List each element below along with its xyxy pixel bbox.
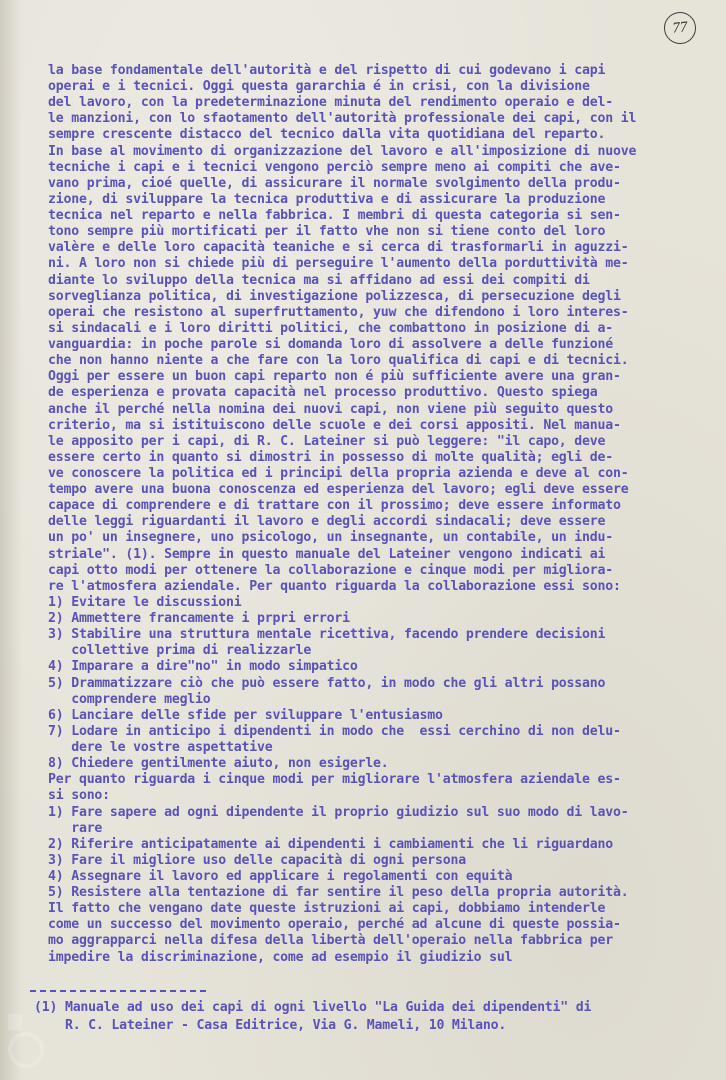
text-line: striale". (1). Sempre in questo manuale del Lateiner vengono indicati ai <box>48 546 606 562</box>
text-line: sempre crescente distacco del tecnico dalla vita quotidiana del reparto. <box>48 127 606 143</box>
text-line: anche il perché nella nomina dei nuovi capi, non viene più seguito questo <box>48 401 613 417</box>
text-line: criterio, ma si istituiscono delle scuole e dei corsi appositi. Nel manua- <box>48 417 621 433</box>
text-line: 4) Imparare a dire"no" in modo simpatico <box>48 659 358 675</box>
text-line: ve conoscere la politica ed i principi della propria azienda e deve al con- <box>48 466 629 481</box>
text-line: capi otto modi per ottenere la collaborazione e cinque modi per migliora- <box>48 562 613 578</box>
page-shadow <box>0 0 22 1080</box>
text-line: un po' un insegnere, uno psicologo, un insegnante, un contabile, un indu- <box>48 530 613 546</box>
text-line: del lavoro, con la predeterminazione minuta del rendimento operaio e del- <box>48 95 613 111</box>
text-line: vano prima, cioé quelle, di assicurare il normale svolgimento della produ- <box>48 175 621 191</box>
text-line: si sono: <box>48 788 110 804</box>
text-line: 2) Riferire anticipatamente ai dipendenti i cambiamenti che li riguardano <box>48 836 613 852</box>
text-line: dere le vostre aspettative <box>48 740 273 756</box>
text-line: 1) Evitare le discussioni <box>48 594 242 610</box>
text-line: delle leggi riguardanti il lavoro e degli accordi sindacali; deve essere <box>48 514 606 530</box>
text-line: In base al movimento di organizzazione del lavoro e all'imposizione di nuove <box>48 143 637 159</box>
text-line: zione, di sviluppare la tecnica produttiva e di assicurare la produzione <box>48 191 606 207</box>
text-line: impedire la discriminazione, come ad esempio il giudizio sul <box>48 949 513 965</box>
text-line: le apposito per i capi, di R. C. Lateiner si può leggere: "il capo, deve <box>48 433 606 449</box>
text-line: essere certo in quanto si dimostri in possesso di molte qualità; egli de- <box>48 449 613 465</box>
text-line: le manzioni, con lo sfaotamento dell'autorità professionale dei capi, con il <box>48 111 637 127</box>
footnote-separator <box>30 990 206 992</box>
text-line: 3) Fare il migliore uso delle capacità di ogni persona <box>48 852 466 868</box>
text-line: valère e delle loro capacità teaniche e si cerca di trasformarli in aguzzi- <box>48 240 629 256</box>
text-line: 7) Lodare in anticipo i dipendenti in modo che essi cerchino di non delu- <box>48 723 621 739</box>
text-line: mo aggrapparci nella difesa della libertà dell'operaio nella fabbrica per <box>48 933 613 949</box>
page-number: 77 <box>662 10 697 45</box>
text-line: come un successo del movimento operaio, perché ad alcune di queste possia- <box>48 917 621 933</box>
text-line: la base fondamentale dell'autorità e del rispetto di cui godevano i capi <box>48 63 606 78</box>
text-line: Per quanto riguarda i cinque modi per migliorare l'atmosfera aziendale es- <box>48 772 621 788</box>
text-line: collettive prima di realizzarle <box>48 643 312 659</box>
text-line: tecniche i capi e i tecnici vengono perciò sempre meno ai compiti che ave- <box>48 159 621 175</box>
text-line: 8) Chiedere gentilmente aiuto, non esigerle. <box>48 756 389 772</box>
text-line: capace di comprendere e di trattare con il prossimo; deve essere informato <box>48 498 621 514</box>
text-line: comprendere meglio <box>48 691 211 707</box>
text-line: diante lo sviluppo della tecnica ma si affidano ad essi dei compiti di <box>48 272 590 288</box>
text-line: sorveglianza politica, di investigazione polizzesca, di persecuzione degli <box>48 288 621 304</box>
text-line: 6) Lanciare delle sfide per sviluppare l'entusiasmo <box>48 707 443 723</box>
archive-watermark-icon <box>4 1010 54 1070</box>
text-line: operai e i tecnici. Oggi questa gararchia é in crisi, con la divisione <box>48 79 590 95</box>
text-line: 2) Ammettere francamente i prpri errori <box>48 611 350 627</box>
text-line: Oggi per essere un buon capi reparto non é più sufficiente avere una gran- <box>48 369 621 385</box>
text-line: operai che resistono al superfruttamento, yuw che difendono i loro interes- <box>48 304 629 320</box>
text-line: 3) Stabilire una struttura mentale ricettiva, facendo prendere decisioni <box>48 627 606 643</box>
footnote-line: (1) Manuale ad uso dei capi di ogni livello "La Guida dei dipendenti" di <box>34 1000 592 1015</box>
text-line: tono sempre più mortificati per il fatto vhe non si tiene conto del loro <box>48 224 606 240</box>
text-line: 4) Assegnare il lavoro ed applicare i regolamenti con equità <box>48 869 513 884</box>
text-line: de esperienza e provata capacità nel processo produttivo. Questo spiega <box>48 385 598 401</box>
text-line: rare <box>48 820 103 836</box>
text-line: tempo avere una buona conoscenza ed esperienza del lavoro; egli deve essere <box>48 482 629 498</box>
text-line: 1) Fare sapere ad ogni dipendente il proprio giudizio sul suo modo di lavo- <box>48 804 629 820</box>
text-line: si sindacali e i loro diritti politici, che combattono in posizione di a- <box>48 320 613 336</box>
text-line: 5) Resistere alla tentazione di far sentire il peso della propria autorità. <box>48 885 629 901</box>
text-line: re l'atmosfera aziendale. Per quanto riguarda la collaborazione essi sono: <box>48 578 621 594</box>
text-line: ni. A loro non si chiede più di perseguire l'aumento della porduttività me- <box>48 256 629 272</box>
text-line: che non hanno niente a che fare con la loro qualifica di capi e di tecnici. <box>48 353 629 369</box>
text-line: 5) Drammatizzare ciò che può essere fatto, in modo che gli altri possano <box>48 675 606 691</box>
text-line: vanguardia: in poche parole si domanda loro di assolvere a delle funzioné <box>48 337 613 353</box>
footnote-line: R. C. Lateiner - Casa Editrice, Via G. Mameli, 10 Milano. <box>34 1018 507 1033</box>
text-line: tecnica nel reparto e nella fabbrica. I membri di questa categoria si sen- <box>48 208 621 224</box>
text-line: Il fatto che vengano date queste istruzioni ai capi, dobbiamo intenderle <box>48 901 606 917</box>
